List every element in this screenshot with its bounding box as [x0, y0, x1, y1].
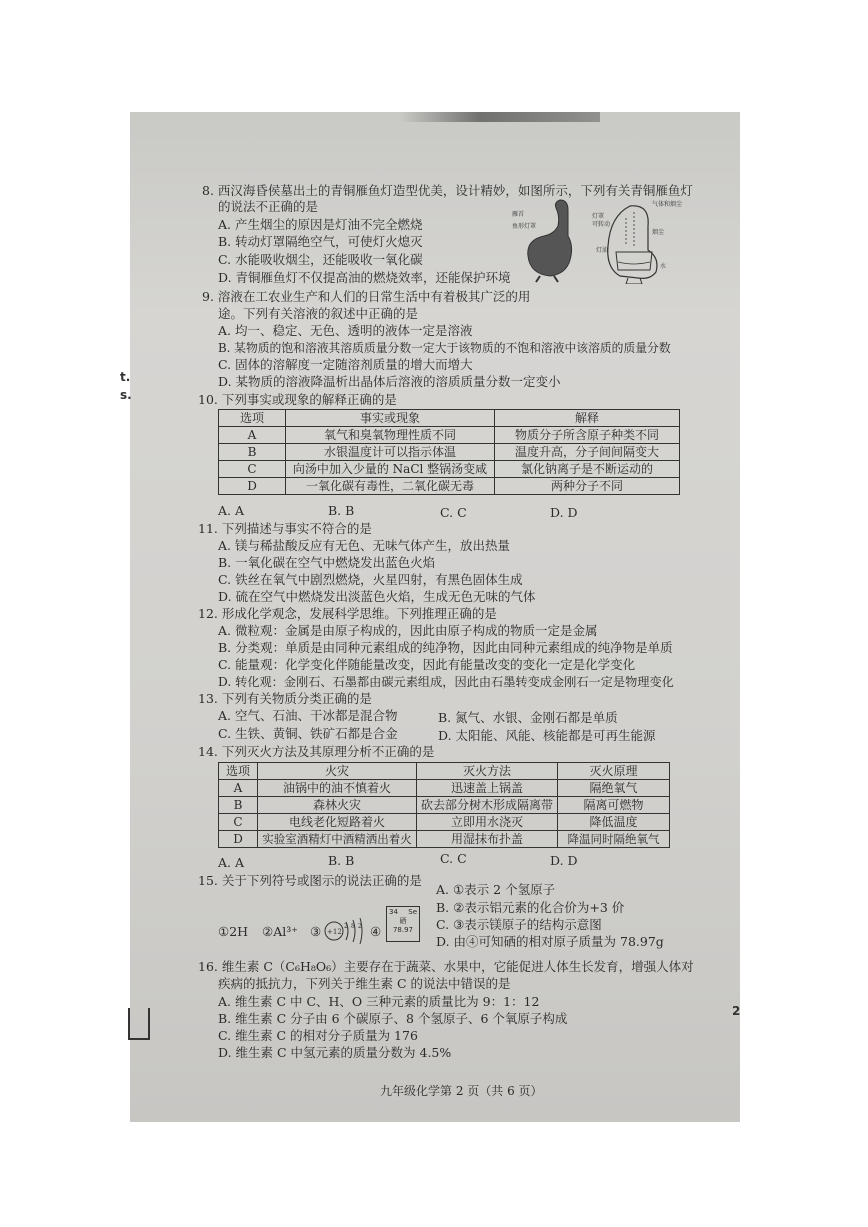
question-12-stem: 12. 形成化学观念，发展科学思维。下列推理正确的是: [198, 606, 497, 621]
question-10-table: [218, 409, 680, 495]
question-9-option-d: D. 某物质的溶液降温析出晶体后溶液的溶质质量分数一定变小: [218, 374, 561, 389]
fig-label: 烟尘: [652, 229, 665, 236]
table-cell: 水银温度计可以指示体温: [286, 444, 495, 461]
table-row: [219, 444, 680, 461]
question-8-option-a: A. 产生烟尘的原因是灯油不完全燃烧: [218, 217, 423, 232]
fig-label: 灯油: [596, 247, 609, 254]
table-row: [219, 478, 680, 495]
table-cell: 两种分子不同: [495, 478, 680, 495]
question-14-answer-b: B. B: [328, 853, 355, 868]
question-16-stem: 16. 维生素 C（C₆H₈O₆）主要存在于蔬菜、水果中，它能促进人体生长发育，增强人体对: [198, 959, 694, 974]
question-15-option-d: D. 由④可知硒的相对原子质量为 78.97g: [436, 934, 664, 949]
bronze-goose-fish-lamp-figure: [510, 196, 690, 284]
element-number: 34: [389, 908, 398, 916]
atom-nucleus-label: +12: [327, 928, 342, 936]
table-cell: D: [219, 831, 258, 848]
table-row: [219, 461, 680, 478]
fig-label: 可转动: [592, 221, 611, 228]
question-12-option-b: B. 分类观：单质是由同种元素组成的纯净物，因此由同种元素组成的纯净物是单质: [218, 640, 673, 655]
table-row: [219, 427, 680, 444]
question-9-stem: 9. 溶液在工农业生产和人们的日常生活中有着极其广泛的用: [202, 289, 531, 304]
table-cell: C: [219, 814, 258, 831]
question-10-stem: 10. 下列事实或现象的解释正确的是: [198, 392, 397, 407]
question-15-option-c: C. ③表示镁原子的结构示意图: [436, 917, 602, 932]
table-cell: 森林火灾: [258, 797, 417, 814]
edge-fragment: 2: [732, 1004, 741, 1018]
table-cell: 实验室酒精灯中酒精洒出着火: [258, 831, 417, 848]
table-cell: 迅速盖上锅盖: [417, 780, 558, 797]
question-12-option-d: D. 转化观：金刚石、石墨都由碳元素组成，因此由石墨转变成金刚石一定是物理变化: [218, 675, 674, 689]
question-8-option-c: C. 水能吸收烟尘，还能吸收一氧化碳: [218, 252, 423, 267]
table-header: 灭火原理: [558, 763, 670, 780]
symbol-al3plus: ②Al³⁺: [262, 924, 298, 939]
table-cell: 降低温度: [558, 814, 670, 831]
question-8-option-d: D. 青铜雁鱼灯不仅提高油的燃烧效率，还能保护环境: [218, 270, 511, 285]
question-10-answer-a: A. A: [218, 503, 245, 518]
magnesium-atom-structure-diagram: [322, 914, 368, 948]
table-header: 解释: [495, 410, 680, 427]
table-cell: 用湿抹布扑盖: [417, 831, 558, 848]
edge-fragment: t.: [120, 370, 131, 384]
symbol-2h: ①2H: [218, 924, 249, 939]
element-symbol: Se: [408, 908, 417, 916]
page-footer: 九年级化学第 2 页（共 6 页）: [380, 1084, 543, 1098]
table-header: 选项: [219, 763, 258, 780]
table-row: [219, 780, 670, 797]
fig-label: 水: [660, 263, 667, 270]
atom-shell-label: 2: [358, 923, 362, 930]
question-11-option-c: C. 铁丝在氧气中剧烈燃烧，火星四射，有黑色固体生成: [218, 572, 523, 587]
question-16-option-a: A. 维生素 C 中 C、H、O 三种元素的质量比为 9：1：12: [218, 994, 540, 1009]
table-cell: 一氧化碳有毒性，二氧化碳无毒: [286, 478, 495, 495]
table-cell: 隔绝氧气: [558, 780, 670, 797]
atom-shell-label: 2: [344, 923, 348, 930]
table-row: [219, 814, 670, 831]
element-name: 硒: [399, 917, 407, 925]
question-15-option-a: A. ①表示 2 个氢原子: [436, 882, 556, 897]
table-cell: 隔离可燃物: [558, 797, 670, 814]
question-11-option-a: A. 镁与稀盐酸反应有无色、无味气体产生，放出热量: [218, 538, 510, 553]
table-cell: 砍去部分树木形成隔离带: [417, 797, 558, 814]
table-cell: C: [219, 461, 286, 478]
question-10-answer-c: C. C: [440, 505, 467, 520]
table-cell: 立即用水浇灭: [417, 814, 558, 831]
question-9-option-c: C. 固体的溶解度一定随溶剂质量的增大而增大: [218, 357, 473, 372]
table-cell: A: [219, 427, 286, 444]
table-header-row: [219, 410, 680, 427]
question-16-option-c: C. 维生素 C 的相对分子质量为 176: [218, 1028, 418, 1043]
question-11-stem: 11. 下列描述与事实不符合的是: [198, 521, 372, 536]
table-header-row: [219, 763, 670, 780]
page-shadow: [400, 112, 600, 122]
table-cell: A: [219, 780, 258, 797]
fig-label: 鱼形灯罩: [512, 223, 537, 230]
question-11-option-b: B. 一氧化碳在空气中燃烧发出蓝色火焰: [218, 555, 436, 570]
table-row: [219, 797, 670, 814]
question-8-stem-cont: 的说法不正确的是: [218, 199, 319, 214]
question-14-answer-a: A. A: [218, 855, 245, 870]
question-13-stem: 13. 下列有关物质分类正确的是: [198, 691, 372, 706]
table-cell: 温度升高，分子间间隔变大: [495, 444, 680, 461]
table-cell: B: [219, 444, 286, 461]
question-12-option-a: A. 微粒观：金属是由原子构成的，因此由原子构成的物质一定是金属: [218, 623, 598, 638]
question-15-option-b: B. ②表示铝元素的化合价为+3 价: [436, 900, 625, 915]
table-cell: 电线老化短路着火: [258, 814, 417, 831]
table-header: 选项: [219, 410, 286, 427]
table-cell: D: [219, 478, 286, 495]
table-cell: 向汤中加入少量的 NaCl 整锅汤变咸: [286, 461, 495, 478]
question-14-stem: 14. 下列灭火方法及其原理分析不正确的是: [198, 744, 435, 759]
fig-label: 气体和烟尘: [652, 201, 683, 208]
table-cell: 氧气和臭氧物理性质不同: [286, 427, 495, 444]
edge-fragment: s.: [120, 388, 132, 402]
question-11-option-d: D. 硫在空气中燃烧发出淡蓝色火焰，生成无色无味的气体: [218, 589, 536, 604]
table-cell: 氯化钠离子是不断运动的: [495, 461, 680, 478]
table-row: [219, 831, 670, 848]
symbol-4-label: ④: [370, 924, 382, 939]
table-cell: 降温同时隔绝氧气: [558, 831, 670, 848]
question-13-option-a: A. 空气、石油、干冰都是混合物: [218, 708, 398, 723]
edge-mark: [128, 1008, 150, 1040]
table-cell: B: [219, 797, 258, 814]
question-8-stem: 8. 西汉海昏侯墓出土的青铜雁鱼灯造型优美，设计精妙，如图所示，下列有关青铜雁鱼灯: [202, 183, 693, 198]
element-mass: 78.97: [392, 926, 414, 934]
question-13-option-c: C. 生铁、黄铜、铁矿石都是合金: [218, 726, 398, 741]
table-cell: 油锅中的油不慎着火: [258, 780, 417, 797]
question-9-stem-cont: 途。下列有关溶液的叙述中正确的是: [218, 306, 419, 321]
question-13-option-d: D. 太阳能、风能、核能都是可再生能源: [438, 728, 656, 743]
fig-label: 灯罩: [592, 213, 605, 220]
question-14-answer-c: C. C: [440, 851, 467, 866]
question-16-option-d: D. 维生素 C 中氢元素的质量分数为 4.5%: [218, 1045, 452, 1060]
question-14-table: [218, 762, 670, 848]
question-16-stem-cont: 疾病的抵抗力，下列关于维生素 C 的说法中错误的是: [218, 976, 511, 991]
table-cell: 物质分子所含原子种类不同: [495, 427, 680, 444]
atom-shell-label: 8: [351, 923, 355, 930]
question-10-answer-b: B. B: [328, 503, 355, 518]
fig-label: 雁首: [512, 211, 525, 218]
question-9-option-b: B. 某物质的饱和溶液其溶质质量分数一定大于该物质的不饱和溶液中该溶质的质量分数: [218, 341, 671, 355]
question-14-answer-d: D. D: [550, 853, 578, 868]
question-15-stem: 15. 关于下列符号或图示的说法正确的是: [198, 873, 422, 888]
question-13-option-b: B. 氮气、水银、金刚石都是单质: [438, 710, 618, 725]
periodic-table-cell-selenium: [386, 906, 420, 942]
question-16-option-b: B. 维生素 C 分子由 6 个碳原子、8 个氢原子、6 个氧原子构成: [218, 1011, 568, 1026]
question-10-answer-d: D. D: [550, 505, 578, 520]
question-9-option-a: A. 均一、稳定、无色、透明的液体一定是溶液: [218, 323, 473, 338]
question-12-option-c: C. 能量观：化学变化伴随能量改变，因此有能量改变的变化一定是化学变化: [218, 657, 636, 672]
symbol-3-label: ③: [310, 924, 322, 939]
table-header: 灭火方法: [417, 763, 558, 780]
table-header: 火灾: [258, 763, 417, 780]
table-header: 事实或现象: [286, 410, 495, 427]
question-8-option-b: B. 转动灯罩隔绝空气，可使灯火熄灭: [218, 234, 423, 249]
